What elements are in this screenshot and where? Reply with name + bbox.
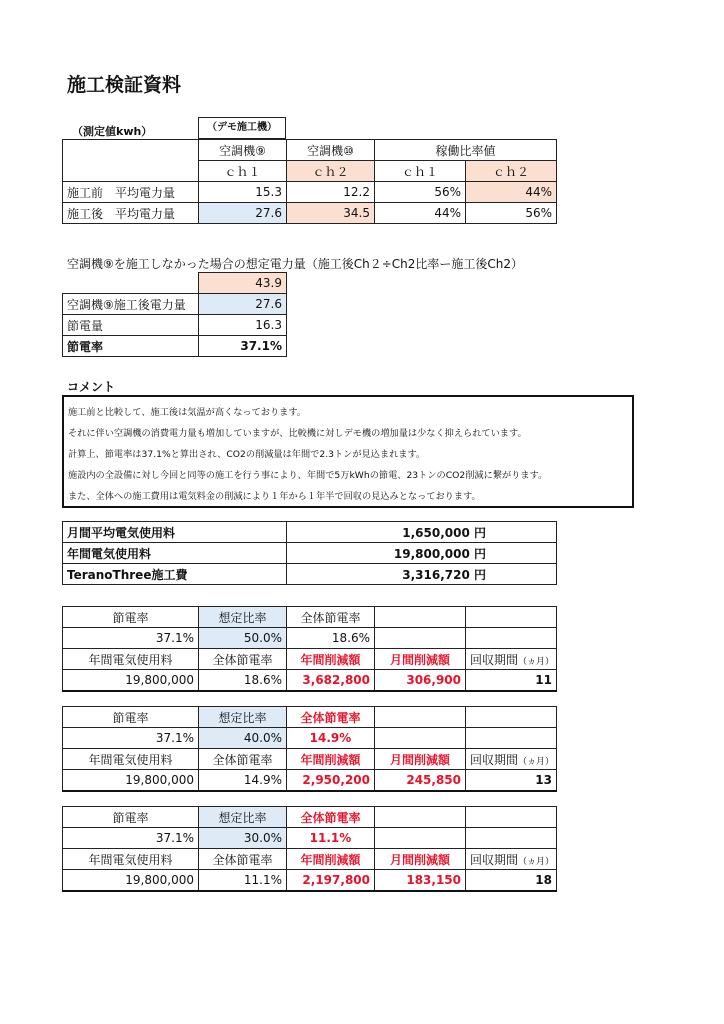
cell: 56% [466, 203, 557, 224]
cost-label: TeranoThree施工費 [63, 564, 287, 585]
row-label: 節電率 [63, 336, 199, 357]
table-row [63, 203, 557, 224]
comment-box [62, 395, 634, 508]
header-savings-rate: 節電率 [63, 607, 199, 628]
assumed-ratio: 40.0% [199, 728, 287, 749]
cell: 16.3 [199, 315, 287, 336]
header-total-rate: 全体節電率 [199, 849, 287, 870]
cell: 27.6 [199, 203, 287, 224]
comment-line: 計算上、節電率は37.1%と算出され、CO2の削減量は年間で2.3トンが見込まれます。 [68, 449, 426, 460]
header-monthly-reduction: 月間削減額 [375, 849, 466, 870]
table-row [63, 315, 287, 336]
annual-usage: 19,800,000 [63, 870, 199, 892]
annual-reduction: 2,950,200 [287, 770, 375, 792]
subheader-ch2: ｃｈ２ [287, 161, 375, 182]
annual-usage: 19,800,000 [63, 670, 199, 692]
header-payback: 回収期間（ヵ月） [466, 649, 557, 670]
assumed-power: 43.9 [199, 273, 287, 294]
payback-months: 11 [466, 670, 557, 692]
cost-value: 19,800,000 円 [287, 543, 557, 564]
cell: 44% [375, 203, 466, 224]
header-savings-rate: 節電率 [63, 707, 199, 728]
power-table [62, 139, 557, 224]
header-unit9: 空調機⑨ [199, 140, 287, 161]
header-annual-reduction: 年間削減額 [287, 749, 375, 770]
demo-label: （デモ施工機） [198, 117, 286, 139]
header-unit10: 空調機⑩ [287, 140, 375, 161]
cell: 27.6 [199, 294, 287, 315]
cell: 44% [466, 182, 557, 203]
header-assumed-ratio: 想定比率 [199, 607, 287, 628]
total-rate-top: 14.9% [287, 728, 375, 749]
savings-rate: 37.1% [63, 828, 199, 849]
header-assumed-ratio: 想定比率 [199, 707, 287, 728]
subheader-ch1: ｃｈ１ [199, 161, 287, 182]
header-monthly-reduction: 月間削減額 [375, 649, 466, 670]
row-label: 施工前 平均電力量 [63, 182, 199, 203]
header-monthly-reduction: 月間削減額 [375, 749, 466, 770]
scenario-table-3 [62, 806, 557, 892]
subheader-ratio-ch2: ｃｈ２ [466, 161, 557, 182]
total-rate-top: 18.6% [287, 628, 375, 649]
payback-months: 13 [466, 770, 557, 792]
annual-usage: 19,800,000 [63, 770, 199, 792]
table-row [63, 564, 557, 585]
total-rate: 18.6% [199, 670, 287, 692]
header-annual-usage: 年間電気使用料 [63, 849, 199, 870]
cell: 56% [375, 182, 466, 203]
cost-label: 月間平均電気使用料 [63, 522, 287, 543]
cost-label: 年間電気使用料 [63, 543, 287, 564]
row-label: 施工後 平均電力量 [63, 203, 199, 224]
total-rate: 11.1% [199, 870, 287, 892]
header-payback: 回収期間（ヵ月） [466, 849, 557, 870]
page-title: 施工検証資料 [67, 74, 182, 96]
annual-reduction: 2,197,800 [287, 870, 375, 892]
header-total-rate: 全体節電率 [199, 649, 287, 670]
header-payback: 回収期間（ヵ月） [466, 749, 557, 770]
cell: 12.2 [287, 182, 375, 203]
cell: 37.1% [199, 336, 287, 357]
subheader-ratio-ch1: ｃｈ１ [375, 161, 466, 182]
cell: 15.3 [199, 182, 287, 203]
comment-line: それに伴い空調機の消費電力量も増加していますが、比較機に対しデモ機の増加量は少なく抑えられています。 [68, 428, 527, 439]
header-annual-usage: 年間電気使用料 [63, 749, 199, 770]
table-row [63, 336, 287, 357]
header-total-rate: 全体節電率 [287, 807, 375, 828]
header-assumed-ratio: 想定比率 [199, 807, 287, 828]
comment-line: 施設内の全設備に対し今回と同等の施工を行う事により、年間で5万kWhの節電、23トンのCO2削減に繋がります。 [68, 470, 548, 481]
savings-rate: 37.1% [63, 728, 199, 749]
cell: 34.5 [287, 203, 375, 224]
header-annual-usage: 年間電気使用料 [63, 649, 199, 670]
annual-reduction: 3,682,800 [287, 670, 375, 692]
assumption-note: 空調機⑨を施工しなかった場合の想定電力量（施工後Ch２÷Ch2比率ー施工後Ch2） [67, 257, 524, 271]
table-row [63, 182, 557, 203]
payback-months: 18 [466, 870, 557, 892]
row-label: 節電量 [63, 315, 199, 336]
scenario-table-1 [62, 606, 557, 692]
row-label: 空調機⑨施工後電力量 [63, 294, 199, 315]
header-savings-rate: 節電率 [63, 807, 199, 828]
table-row [63, 294, 287, 315]
assumed-ratio: 30.0% [199, 828, 287, 849]
comment-line: また、全体への施工費用は電気料金の削減により１年から１年半で回収の見込みとなっております。 [68, 491, 481, 502]
total-rate-top: 11.1% [287, 828, 375, 849]
cost-value: 3,316,720 円 [287, 564, 557, 585]
header-total-rate: 全体節電率 [287, 707, 375, 728]
savings-rate: 37.1% [63, 628, 199, 649]
scenario-table-2 [62, 706, 557, 792]
header-ratio: 稼働比率値 [375, 140, 557, 161]
header-annual-reduction: 年間削減額 [287, 849, 375, 870]
table-row [63, 522, 557, 543]
table-row [63, 543, 557, 564]
total-rate: 14.9% [199, 770, 287, 792]
comment-line: 施工前と比較して、施工後は気温が高くなっております。 [68, 407, 306, 418]
cost-table [62, 521, 557, 585]
cost-value: 1,650,000 円 [287, 522, 557, 543]
savings-table [62, 272, 287, 357]
assumed-ratio: 50.0% [199, 628, 287, 649]
header-total-rate: 全体節電率 [199, 749, 287, 770]
monthly-reduction: 245,850 [375, 770, 466, 792]
comment-label: コメント [67, 380, 116, 394]
monthly-reduction: 183,150 [375, 870, 466, 892]
header-annual-reduction: 年間削減額 [287, 649, 375, 670]
monthly-reduction: 306,900 [375, 670, 466, 692]
measurement-label: （測定値kwh） [72, 125, 153, 138]
header-total-rate: 全体節電率 [287, 607, 375, 628]
